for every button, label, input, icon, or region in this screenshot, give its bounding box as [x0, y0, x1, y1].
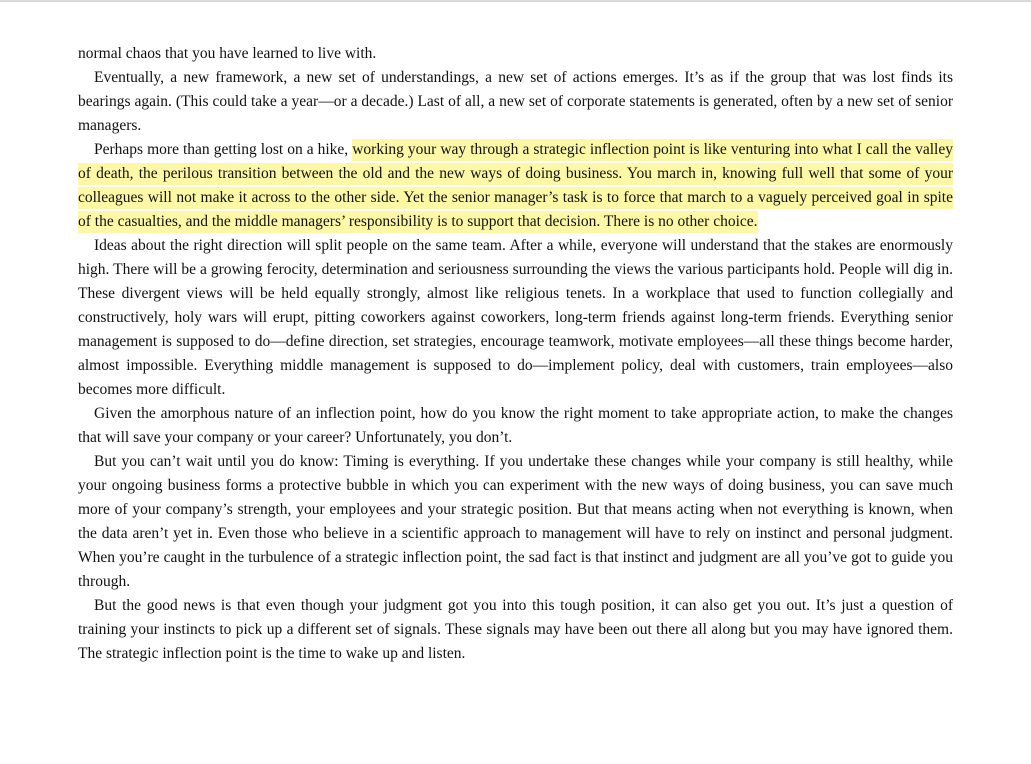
paragraph-split-people: Ideas about the right direction will split people on the same team. After a while, everyone will understand that the stakes are enormously high. There will be a growing ferocity, determination and seriousness surrounding the views the various participants hold. People will dig in. These divergent views will be held equally strongly, almost like religious tenets. In a workplace that used to function collegially and constructively, holy wars will erupt, pitting coworkers against coworkers, long-term friends against long-term friends. Everything senior management is supposed to do—define direction, set strategies, encourage teamwork, motivate employees—all these things become harder, almost impossible. Everything middle management is supposed to do—implement policy, deal with customers, train employees—also becomes more difficult. [78, 237, 953, 398]
paragraph-amorphous-nature: Given the amorphous nature of an inflection point, how do you know the right moment to take appropriate action, to make the changes that will save your company or your career? Unfortunately, you don’t. [78, 405, 953, 446]
paragraph-new-framework: Eventually, a new framework, a new set of understandings, a new set of actions emerges. It’s as if the group that was lost finds its bearings again. (This could take a year—or a decade.) Last of all, a new set of corporate statements is generated, often by a new set of senior managers. [78, 69, 953, 134]
paragraph-valley-of-death [78, 138, 953, 234]
paragraph-lead-in: Perhaps more than getting lost on a hike, [94, 141, 353, 158]
paragraph-continued: normal chaos that you have learned to live with. [78, 45, 377, 62]
highlighted-passage[interactable]: working your way through a strategic inflection point is like venturing into what I call the valley of death, the perilous transition between the old and the new ways of doing business. You march in, knowing full well that some of your colleagues will not make it across to the other side. Yet the senior manager’s task is to force that march to a vaguely perceived goal in spite of the casualties, and the middle managers’ responsibility is to support that decision. There is no other choice. [78, 139, 953, 233]
paragraph-good-news: But the good news is that even though your judgment got you into this tough position, it can also get you out. It’s just a question of training your instincts to pick up a different set of signals. These signals may have been out there all along but you may have ignored them. The strategic inflection point is the time to wake up and listen. [78, 597, 953, 662]
top-border [0, 0, 1031, 2]
paragraph-timing: But you can’t wait until you do know: Timing is everything. If you undertake these changes while your company is still healthy, while your ongoing business forms a protective bubble in which you can experiment with the new ways of doing business, you can save much more of your company’s strength, your employees and your strategic position. But that means acting when not everything is known, when the data aren’t yet in. Even those who believe in a scientific approach to management will have to rely on instinct and personal judgment. When you’re caught in the turbulence of a strategic inflection point, the sad fact is that instinct and judgment are all you’ve got to guide you through. [78, 453, 953, 590]
document-page [78, 42, 953, 666]
